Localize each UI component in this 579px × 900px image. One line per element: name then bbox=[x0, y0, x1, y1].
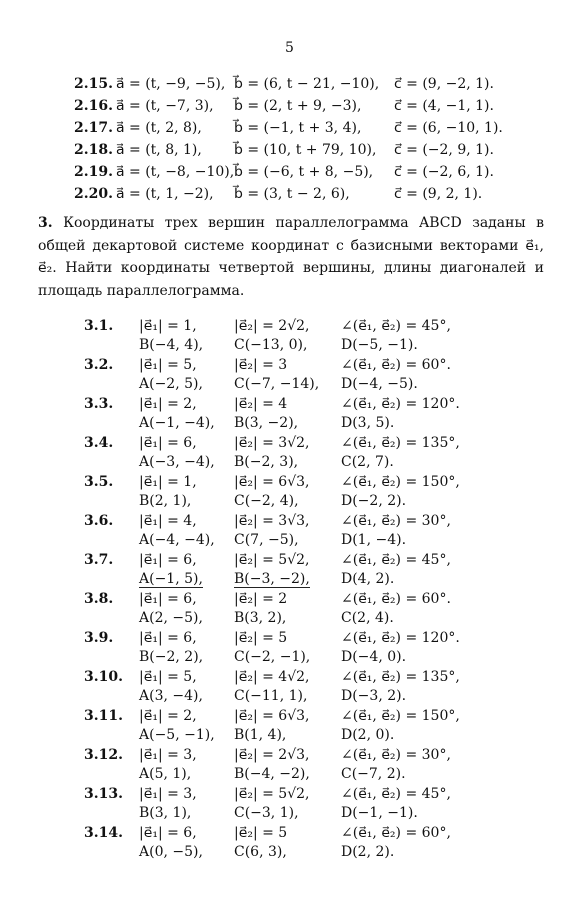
point-2: C(−2, 4), bbox=[234, 493, 299, 509]
point-3: D(2, 0). bbox=[341, 727, 395, 743]
e1-magnitude: |e⃗₁| = 6, bbox=[139, 552, 197, 568]
vector-a: a⃗ = (t, 2, 8), bbox=[116, 120, 202, 136]
point-3: D(−4, 0). bbox=[341, 649, 407, 665]
point-1: B(−2, 2), bbox=[139, 649, 204, 665]
problem-number: 2.16. bbox=[74, 98, 113, 114]
vector-a: a⃗ = (t, −7, 3), bbox=[116, 98, 214, 114]
e2-magnitude: |e⃗₂| = 4√2, bbox=[234, 669, 310, 685]
problem-number: 3.10. bbox=[84, 669, 123, 685]
point-2: B(−2, 3), bbox=[234, 454, 299, 470]
page-number: 5 bbox=[285, 40, 294, 56]
problem-number: 3.14. bbox=[84, 825, 123, 841]
point-3: D(−5, −1). bbox=[341, 337, 418, 353]
point-1: A(−1, 5), bbox=[139, 571, 203, 587]
point-3: D(4, 2). bbox=[341, 571, 395, 587]
angle-value: ∠(e⃗₁, e⃗₂) = 60°. bbox=[341, 591, 451, 607]
problem-number: 3.2. bbox=[84, 357, 114, 373]
problem-number: 3.8. bbox=[84, 591, 114, 607]
vector-b: b⃗ = (6, t − 21, −10), bbox=[234, 76, 380, 92]
angle-value: ∠(e⃗₁, e⃗₂) = 120°. bbox=[341, 630, 460, 646]
point-1: A(−2, 5), bbox=[139, 376, 203, 392]
problem-number: 2.19. bbox=[74, 164, 113, 180]
problem-number: 3.9. bbox=[84, 630, 114, 646]
point-2: C(7, −5), bbox=[234, 532, 299, 548]
vector-c: c⃗ = (−2, 6, 1). bbox=[394, 164, 494, 180]
angle-value: ∠(e⃗₁, e⃗₂) = 30°, bbox=[341, 747, 451, 763]
point-2: C(6, 3), bbox=[234, 844, 287, 860]
e2-magnitude: |e⃗₂| = 5√2, bbox=[234, 552, 310, 568]
point-1: A(3, −4), bbox=[139, 688, 203, 704]
e2-magnitude: |e⃗₂| = 5 bbox=[234, 630, 288, 646]
point-1: B(3, 1), bbox=[139, 805, 192, 821]
e1-magnitude: |e⃗₁| = 6, bbox=[139, 825, 197, 841]
point-1: A(0, −5), bbox=[139, 844, 203, 860]
problem-number: 2.17. bbox=[74, 120, 113, 136]
point-3: D(−3, 2). bbox=[341, 688, 407, 704]
e1-magnitude: |e⃗₁| = 5, bbox=[139, 669, 197, 685]
point-3: C(2, 7). bbox=[341, 454, 394, 470]
angle-value: ∠(e⃗₁, e⃗₂) = 60°. bbox=[341, 357, 451, 373]
angle-value: ∠(e⃗₁, e⃗₂) = 45°, bbox=[341, 318, 451, 334]
point-1: A(5, 1), bbox=[139, 766, 192, 782]
point-2: C(−13, 0), bbox=[234, 337, 308, 353]
e2-magnitude: |e⃗₂| = 3 bbox=[234, 357, 288, 373]
point-2: B(3, −2), bbox=[234, 415, 299, 431]
point-1: A(2, −5), bbox=[139, 610, 203, 626]
point-2: B(3, 2), bbox=[234, 610, 287, 626]
angle-value: ∠(e⃗₁, e⃗₂) = 45°, bbox=[341, 552, 451, 568]
vector-c: c⃗ = (4, −1, 1). bbox=[394, 98, 494, 114]
point-1: A(−4, −4), bbox=[139, 532, 215, 548]
point-3: D(−2, 2). bbox=[341, 493, 407, 509]
e2-magnitude: |e⃗₂| = 3√3, bbox=[234, 513, 310, 529]
e1-magnitude: |e⃗₁| = 4, bbox=[139, 513, 197, 529]
e1-magnitude: |e⃗₁| = 6, bbox=[139, 591, 197, 607]
problem-number: 2.20. bbox=[74, 186, 113, 202]
e1-magnitude: |e⃗₁| = 6, bbox=[139, 435, 197, 451]
e2-magnitude: |e⃗₂| = 2√3, bbox=[234, 747, 310, 763]
vector-c: c⃗ = (−2, 9, 1). bbox=[394, 142, 494, 158]
point-3: D(2, 2). bbox=[341, 844, 395, 860]
point-2: B(−4, −2), bbox=[234, 766, 310, 782]
vector-a: a⃗ = (t, −9, −5), bbox=[116, 76, 226, 92]
vector-a: a⃗ = (t, 8, 1), bbox=[116, 142, 202, 158]
e2-magnitude: |e⃗₂| = 2√2, bbox=[234, 318, 310, 334]
problem-number: 2.18. bbox=[74, 142, 113, 158]
e1-magnitude: |e⃗₁| = 2, bbox=[139, 396, 197, 412]
problem-number: 3.3. bbox=[84, 396, 114, 412]
vector-b: b⃗ = (10, t + 79, 10), bbox=[234, 142, 377, 158]
point-3: D(3, 5). bbox=[341, 415, 395, 431]
point-3: C(2, 4). bbox=[341, 610, 394, 626]
vector-c: c⃗ = (9, −2, 1). bbox=[394, 76, 494, 92]
point-1: B(2, 1), bbox=[139, 493, 192, 509]
problem-number: 3.6. bbox=[84, 513, 114, 529]
point-3: D(−1, −1). bbox=[341, 805, 418, 821]
e1-magnitude: |e⃗₁| = 6, bbox=[139, 630, 197, 646]
point-1: A(−1, −4), bbox=[139, 415, 215, 431]
e2-magnitude: |e⃗₂| = 5 bbox=[234, 825, 288, 841]
point-1: A(−5, −1), bbox=[139, 727, 215, 743]
e2-magnitude: |e⃗₂| = 5√2, bbox=[234, 786, 310, 802]
point-2: C(−3, 1), bbox=[234, 805, 299, 821]
task-statement bbox=[38, 212, 544, 302]
point-2: C(−7, −14), bbox=[234, 376, 320, 392]
point-3: D(−4, −5). bbox=[341, 376, 418, 392]
problem-number: 3.5. bbox=[84, 474, 114, 490]
vector-a: a⃗ = (t, −8, −10), bbox=[116, 164, 235, 180]
e1-magnitude: |e⃗₁| = 1, bbox=[139, 318, 197, 334]
point-3: C(−7, 2). bbox=[341, 766, 406, 782]
point-3: D(1, −4). bbox=[341, 532, 407, 548]
e2-magnitude: |e⃗₂| = 4 bbox=[234, 396, 288, 412]
point-2: B(1, 4), bbox=[234, 727, 287, 743]
angle-value: ∠(e⃗₁, e⃗₂) = 60°, bbox=[341, 825, 451, 841]
task-number: 3. bbox=[38, 215, 53, 231]
point-1: A(−3, −4), bbox=[139, 454, 215, 470]
point-2: B(−3, −2), bbox=[234, 571, 310, 587]
e1-magnitude: |e⃗₁| = 3, bbox=[139, 786, 197, 802]
e1-magnitude: |e⃗₁| = 2, bbox=[139, 708, 197, 724]
angle-value: ∠(e⃗₁, e⃗₂) = 120°. bbox=[341, 396, 460, 412]
angle-value: ∠(e⃗₁, e⃗₂) = 45°, bbox=[341, 786, 451, 802]
vector-b: b⃗ = (−6, t + 8, −5), bbox=[234, 164, 374, 180]
point-2: C(−2, −1), bbox=[234, 649, 311, 665]
vector-c: c⃗ = (9, 2, 1). bbox=[394, 186, 483, 202]
vector-b: b⃗ = (−1, t + 3, 4), bbox=[234, 120, 362, 136]
e2-magnitude: |e⃗₂| = 6√3, bbox=[234, 474, 310, 490]
e1-magnitude: |e⃗₁| = 5, bbox=[139, 357, 197, 373]
vector-c: c⃗ = (6, −10, 1). bbox=[394, 120, 503, 136]
angle-value: ∠(e⃗₁, e⃗₂) = 150°, bbox=[341, 474, 460, 490]
vector-b: b⃗ = (2, t + 9, −3), bbox=[234, 98, 362, 114]
e2-magnitude: |e⃗₂| = 3√2, bbox=[234, 435, 310, 451]
e2-magnitude: |e⃗₂| = 6√3, bbox=[234, 708, 310, 724]
e1-magnitude: |e⃗₁| = 1, bbox=[139, 474, 197, 490]
angle-value: ∠(e⃗₁, e⃗₂) = 30°, bbox=[341, 513, 451, 529]
problem-number: 3.12. bbox=[84, 747, 123, 763]
angle-value: ∠(e⃗₁, e⃗₂) = 135°, bbox=[341, 435, 460, 451]
point-1: B(−4, 4), bbox=[139, 337, 204, 353]
task-text: Координаты трех вершин параллелограмма ABCD заданы в общей декартовой системе координат с базисными векторами e⃗₁, e⃗₂. Найти координаты четвертой вершины, длины диагоналей и площадь параллелограмма. bbox=[38, 215, 544, 299]
problem-number: 2.15. bbox=[74, 76, 113, 92]
angle-value: ∠(e⃗₁, e⃗₂) = 135°, bbox=[341, 669, 460, 685]
e2-magnitude: |e⃗₂| = 2 bbox=[234, 591, 288, 607]
problem-number: 3.1. bbox=[84, 318, 114, 334]
vector-b: b⃗ = (3, t − 2, 6), bbox=[234, 186, 350, 202]
point-2: C(−11, 1), bbox=[234, 688, 308, 704]
problem-number: 3.11. bbox=[84, 708, 123, 724]
vector-a: a⃗ = (t, 1, −2), bbox=[116, 186, 214, 202]
problem-number: 3.13. bbox=[84, 786, 123, 802]
problem-number: 3.7. bbox=[84, 552, 114, 568]
problem-number: 3.4. bbox=[84, 435, 114, 451]
e1-magnitude: |e⃗₁| = 3, bbox=[139, 747, 197, 763]
angle-value: ∠(e⃗₁, e⃗₂) = 150°, bbox=[341, 708, 460, 724]
